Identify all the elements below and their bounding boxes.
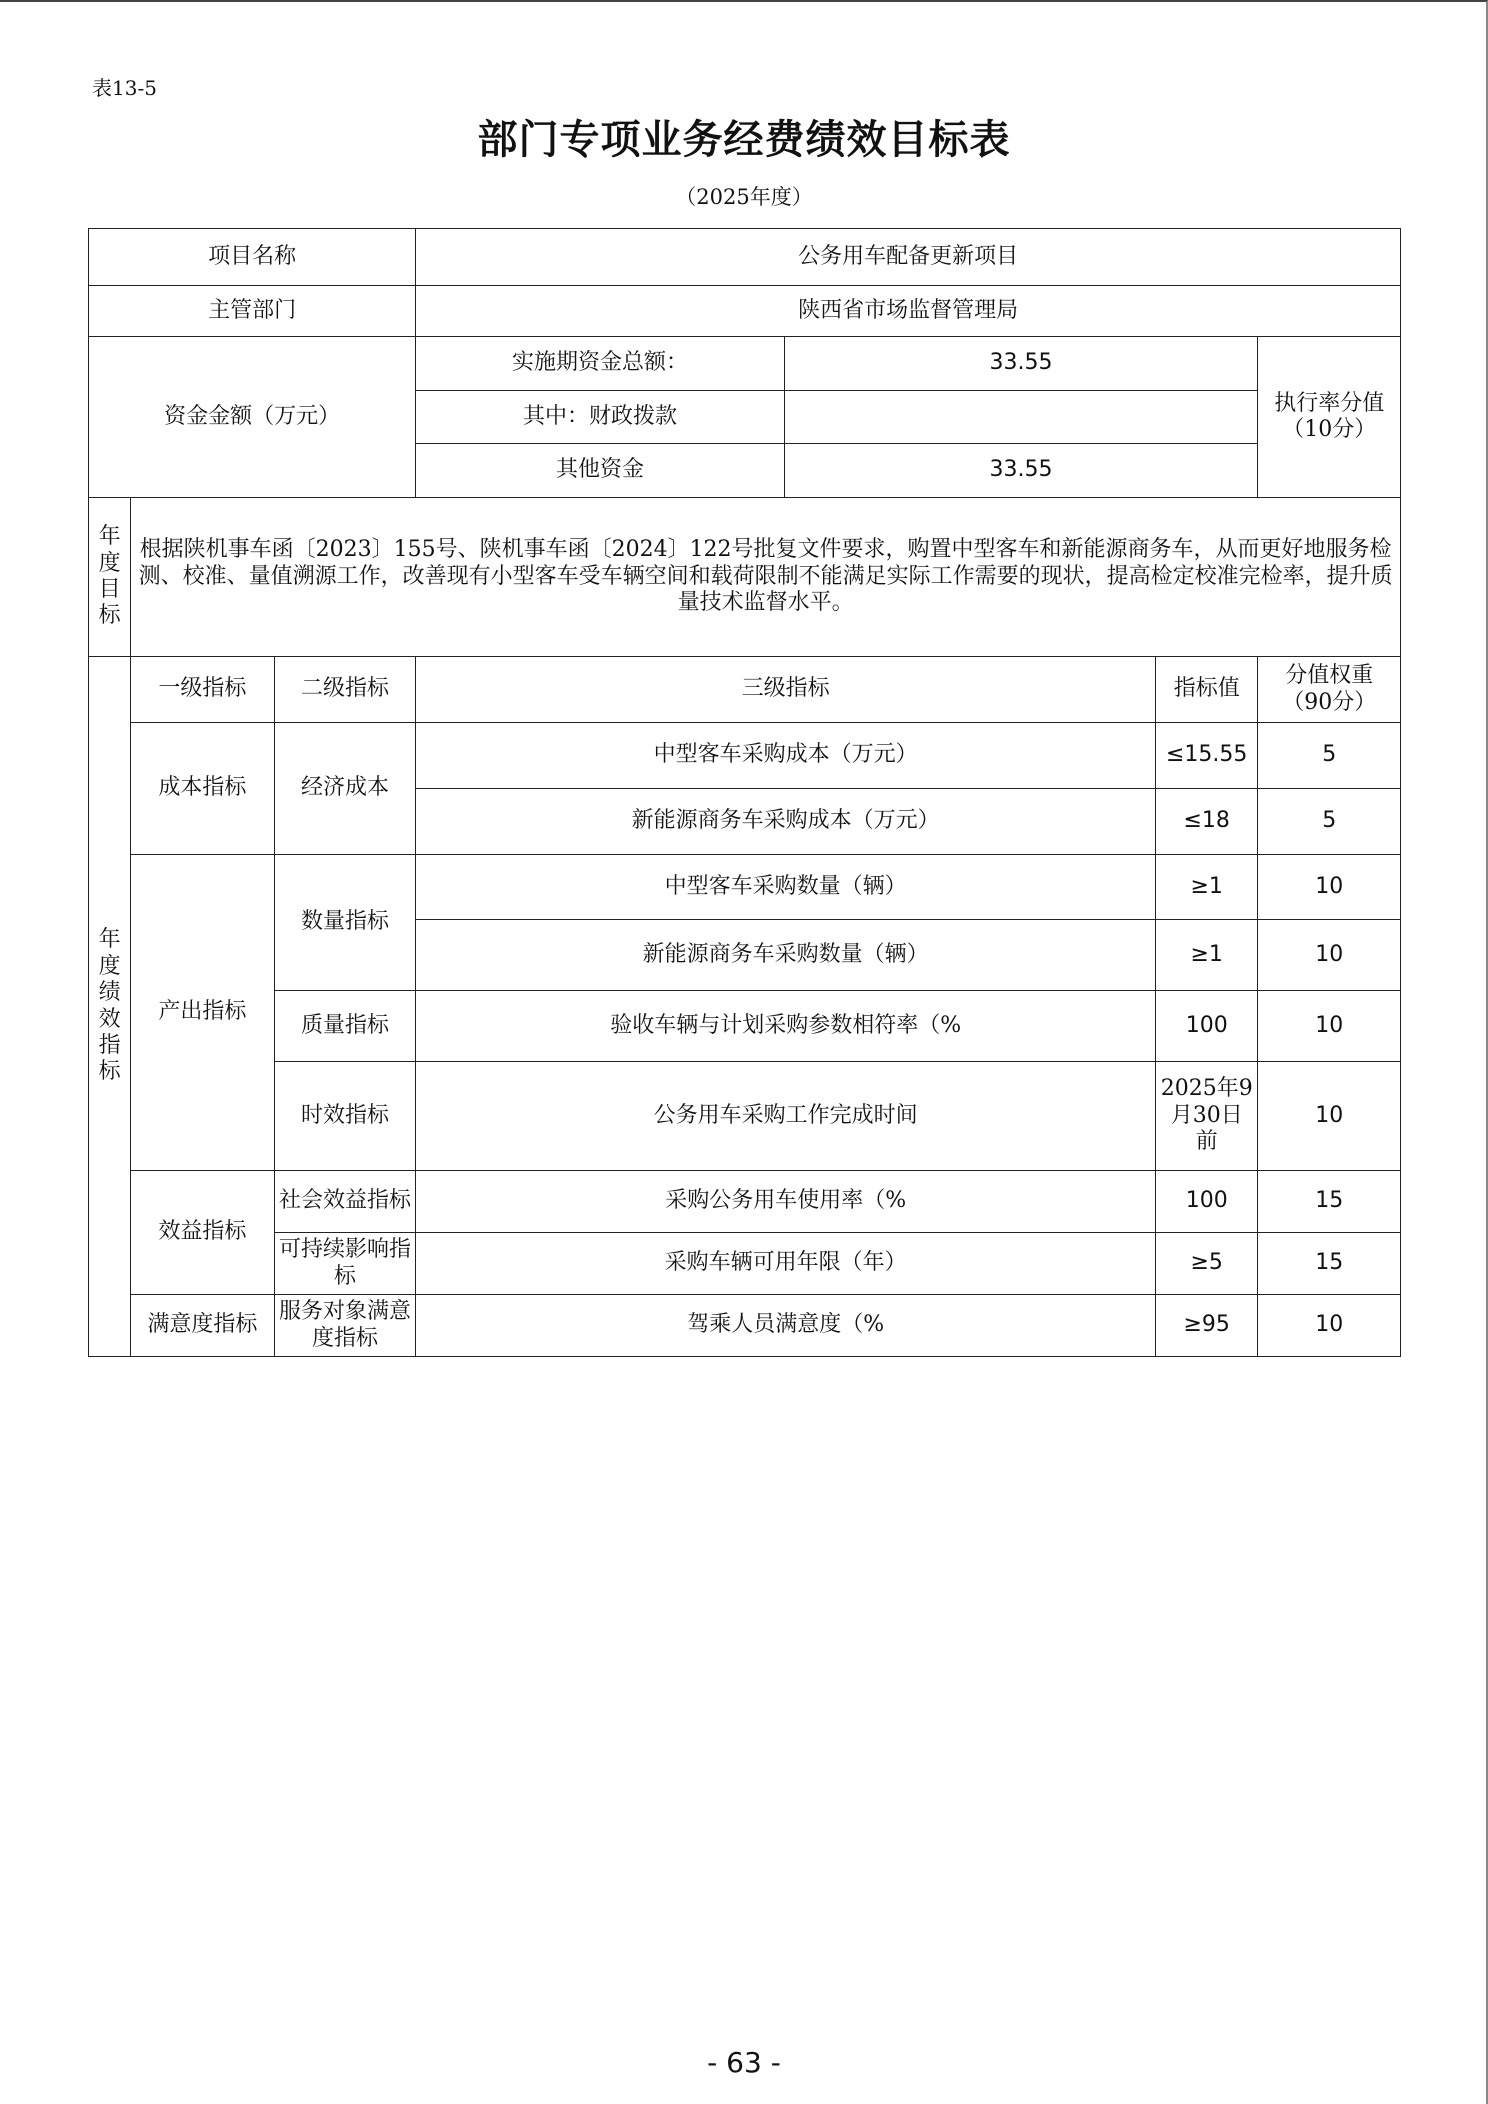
annual-goal-label: 年度目标 [89,498,131,657]
group-satisfaction: 满意度指标 [131,1295,275,1357]
indicator-weight: 10 [1258,991,1401,1062]
annual-goal-text: 根据陕机事车函〔2023〕155号、陕机事车函〔2024〕122号批复文件要求，购置中型客车和新能源商务车，从而更好地服务检测、校准、量值溯源工作，改善现有小型客车受车辆空间和载荷限制不能满足实际工作需要的现状，提高检定校准完检率，提升质量技术监督水平。 [131,498,1401,657]
indicator-weight: 10 [1258,855,1401,920]
department-row [89,286,1401,337]
indicator-weight: 5 [1258,789,1401,855]
project-name-label: 项目名称 [89,229,416,286]
table-row [89,991,1401,1062]
indicator-weight: 10 [1258,1062,1401,1171]
department-label: 主管部门 [89,286,416,337]
header-level1: 一级指标 [131,657,275,723]
subgroup-service: 服务对象满意度指标 [274,1295,416,1357]
table-row [89,1062,1401,1171]
header-value: 指标值 [1156,657,1258,723]
subgroup-timeliness: 时效指标 [274,1062,416,1171]
group-benefit: 效益指标 [131,1171,275,1295]
indicator-value: 2025年9月30日前 [1156,1062,1258,1171]
department-value: 陕西省市场监督管理局 [416,286,1401,337]
table-number: 表13-5 [92,76,157,100]
indicator-weight: 15 [1258,1171,1401,1233]
fiscal-year: （2025年度） [675,185,813,209]
project-name-value: 公务用车配备更新项目 [416,229,1401,286]
indicator-weight: 10 [1258,920,1401,991]
indicator-weight: 10 [1258,1295,1401,1357]
indicator-name: 新能源商务车采购成本（万元） [416,789,1156,855]
page-title: 部门专项业务经费绩效目标表 [477,117,1011,163]
funds-other-value: 33.55 [784,444,1258,498]
indicator-value: 100 [1156,991,1258,1062]
indicator-name: 验收车辆与计划采购参数相符率（% [416,991,1156,1062]
page-number: - 63 - [707,2046,781,2079]
subgroup-quality: 质量指标 [274,991,416,1062]
subgroup-sustainable: 可持续影响指标 [274,1233,416,1295]
indicator-name: 中型客车采购成本（万元） [416,723,1156,789]
funds-total-row [89,337,1401,391]
indicator-value: ≤18 [1156,789,1258,855]
indicator-weight: 15 [1258,1233,1401,1295]
subgroup-social: 社会效益指标 [274,1171,416,1233]
header-weight: 分值权重（90分） [1258,657,1401,723]
indicator-header-row [89,657,1401,723]
header-level3: 三级指标 [416,657,1156,723]
indicator-name: 驾乘人员满意度（% [416,1295,1156,1357]
indicator-value: ≥1 [1156,855,1258,920]
indicator-name: 中型客车采购数量（辆） [416,855,1156,920]
header-level2: 二级指标 [274,657,416,723]
table-row [89,723,1401,789]
funds-fiscal-label: 其中：财政拨款 [416,391,784,444]
subgroup-economic-cost: 经济成本 [274,723,416,855]
table-row [89,1171,1401,1233]
group-output: 产出指标 [131,855,275,1171]
indicator-name: 采购车辆可用年限（年） [416,1233,1156,1295]
indicator-value: ≥1 [1156,920,1258,991]
table-row [89,855,1401,920]
subgroup-quantity: 数量指标 [274,855,416,991]
indicator-name: 公务用车采购工作完成时间 [416,1062,1156,1171]
indicator-name: 新能源商务车采购数量（辆） [416,920,1156,991]
table-row [89,1295,1401,1357]
indicator-weight: 5 [1258,723,1401,789]
funds-total-label: 实施期资金总额： [416,337,784,391]
indicator-name: 采购公务用车使用率（% [416,1171,1156,1233]
indicator-value: ≤15.55 [1156,723,1258,789]
funds-fiscal-value [784,391,1258,444]
indicator-value: ≥95 [1156,1295,1258,1357]
annual-goal-row [89,498,1401,657]
funds-total-value: 33.55 [784,337,1258,391]
group-cost: 成本指标 [131,723,275,855]
annual-indicators-label: 年度绩效指标 [89,657,131,1357]
indicator-value: 100 [1156,1171,1258,1233]
table-row [89,1233,1401,1295]
funds-label: 资金金额（万元） [89,337,416,498]
performance-target-table [88,228,1401,1357]
execution-rate-score: 执行率分值（10分） [1258,337,1401,498]
indicator-value: ≥5 [1156,1233,1258,1295]
project-name-row [89,229,1401,286]
funds-other-label: 其他资金 [416,444,784,498]
